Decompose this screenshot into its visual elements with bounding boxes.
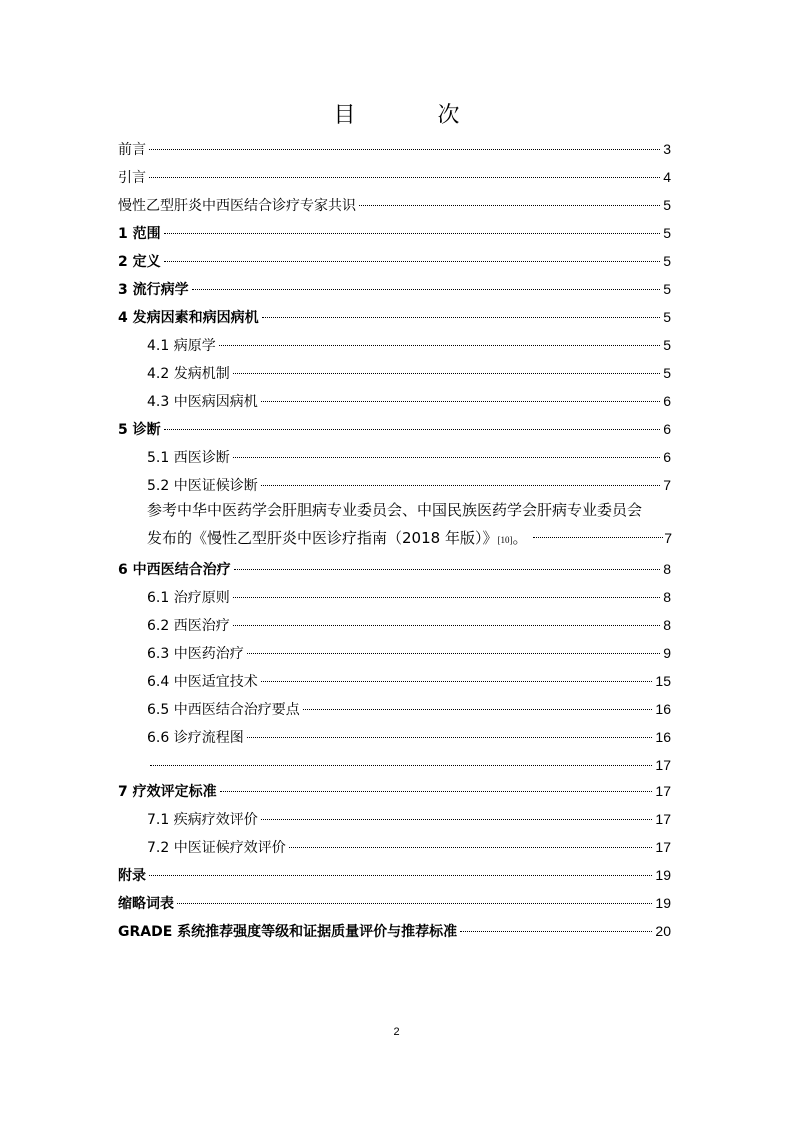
toc-entry-page: 5 — [663, 225, 671, 241]
toc-entry-label: 6.4 中医适宜技术 — [147, 674, 258, 690]
page-title: 目 次 — [333, 103, 490, 128]
toc-entry-label: 前言 — [118, 142, 146, 158]
toc-entry-page: 6 — [663, 421, 671, 437]
toc-entry-page: 15 — [655, 673, 671, 689]
toc-entry-label: 4.2 发病机制 — [147, 366, 230, 382]
toc-entry-treatment-principles[interactable] — [147, 586, 671, 608]
toc-entry-integrated-key-points[interactable] — [147, 698, 671, 720]
toc-entry-pathogen[interactable] — [147, 334, 671, 356]
toc-entry-page: 8 — [663, 561, 671, 577]
toc-entry-page: 16 — [655, 729, 671, 745]
toc-entry-page: 7 — [664, 530, 672, 546]
toc-entry-efficacy-criteria[interactable] — [118, 780, 671, 802]
toc-entry-label: 7.2 中医证候疗效评价 — [147, 840, 286, 856]
dot-leader — [150, 765, 652, 766]
toc-reference-paragraph[interactable] — [147, 496, 672, 554]
dot-leader — [261, 681, 653, 682]
toc-entry-label: 附录 — [118, 868, 146, 884]
dot-leader — [460, 931, 652, 932]
toc-entry-integrated-treatment[interactable] — [118, 558, 671, 580]
dot-leader — [289, 847, 653, 848]
toc-entry-abbreviations[interactable] — [118, 892, 671, 914]
dot-leader — [533, 537, 663, 538]
toc-entry-label: 6 中西医结合治疗 — [118, 562, 231, 578]
toc-entry-page: 5 — [663, 281, 671, 297]
toc-entry-disease-efficacy[interactable] — [147, 808, 671, 830]
toc-entry-page: 5 — [663, 309, 671, 325]
dot-leader — [234, 569, 661, 570]
toc-entry-label: 6.6 诊疗流程图 — [147, 730, 244, 746]
toc-entry-page: 17 — [655, 811, 671, 827]
toc-entry-pathogenesis[interactable] — [147, 362, 671, 384]
dot-leader — [303, 709, 653, 710]
dot-leader — [164, 233, 661, 234]
toc-entry-label: 6.1 治疗原则 — [147, 590, 230, 606]
toc-entry-label: 7 疗效评定标准 — [118, 784, 217, 800]
paragraph-line-1: 参考中华中医药学会肝胆病专业委员会、中国民族医药学会肝病专业委员会 — [147, 501, 643, 519]
toc-entry-label: 7.1 疾病疗效评价 — [147, 812, 258, 828]
citation-reference: [10] — [497, 535, 513, 545]
toc-entry-page: 8 — [663, 617, 671, 633]
toc-entry-tcm-treatment[interactable] — [147, 642, 671, 664]
toc-entry-label: 慢性乙型肝炎中西医结合诊疗专家共识 — [118, 198, 356, 214]
toc-entry-label: 5.2 中医证候诊断 — [147, 478, 258, 494]
toc-entry-page: 17 — [655, 839, 671, 855]
toc-entry-etiology[interactable] — [118, 306, 671, 328]
toc-entry-page: 17 — [655, 783, 671, 799]
toc-entry-western-treatment[interactable] — [147, 614, 671, 636]
toc-entry-page: 19 — [655, 867, 671, 883]
toc-entry-page: 5 — [663, 337, 671, 353]
toc-entry-page: 6 — [663, 449, 671, 465]
toc-entry-scope[interactable] — [118, 222, 671, 244]
toc-entry-page: 17 — [655, 757, 671, 773]
toc-entry-tcm-etiology[interactable] — [147, 390, 671, 412]
toc-entry-label: 6.5 中西医结合治疗要点 — [147, 702, 300, 718]
dot-leader — [149, 177, 660, 178]
toc-entry-tcm-techniques[interactable] — [147, 670, 671, 692]
toc-entry-label: 2 定义 — [118, 254, 161, 270]
toc-entry-unlabeled[interactable] — [147, 754, 671, 776]
toc-entry-page: 4 — [663, 169, 671, 185]
dot-leader — [261, 401, 660, 402]
toc-entry-western-diagnosis[interactable] — [147, 446, 671, 468]
dot-leader — [164, 429, 661, 430]
toc-entry-label: 5.1 西医诊断 — [147, 450, 230, 466]
toc-entry-page: 16 — [655, 701, 671, 717]
toc-entry-page: 5 — [663, 365, 671, 381]
toc-entry-label: GRADE 系统推荐强度等级和证据质量评价与推荐标准 — [118, 924, 458, 940]
toc-entry-page: 3 — [663, 141, 671, 157]
toc-entry-diagnosis[interactable] — [118, 418, 671, 440]
page-number: 2 — [393, 1026, 400, 1038]
toc-entry-page: 5 — [663, 197, 671, 213]
toc-entry-preface[interactable] — [118, 138, 671, 160]
toc-entry-page: 5 — [663, 253, 671, 269]
dot-leader — [219, 345, 660, 346]
toc-entry-label: 1 范围 — [118, 226, 161, 242]
dot-leader — [233, 625, 660, 626]
dot-leader — [359, 205, 660, 206]
toc-entry-page: 8 — [663, 589, 671, 605]
paragraph-line-2-text: 发布的《慢性乙型肝炎中医诊疗指南（2018 年版）》 — [147, 529, 498, 547]
toc-entry-page: 7 — [663, 477, 671, 493]
toc-entry-label: 引言 — [118, 170, 146, 186]
dot-leader — [247, 653, 660, 654]
toc-entry-label: 6.2 西医治疗 — [147, 618, 230, 634]
toc-entry-epidemiology[interactable] — [118, 278, 671, 300]
toc-entry-label: 4.1 病原学 — [147, 338, 216, 354]
toc-entry-introduction[interactable] — [118, 166, 671, 188]
dot-leader — [220, 791, 653, 792]
dot-leader — [261, 485, 660, 486]
paragraph-line-2 — [147, 524, 672, 554]
dot-leader — [149, 149, 660, 150]
dot-leader — [233, 597, 660, 598]
dot-leader — [149, 875, 652, 876]
dot-leader — [164, 261, 661, 262]
toc-entry-definition[interactable] — [118, 250, 671, 272]
toc-entry-label: 4 发病因素和病因病机 — [118, 310, 259, 326]
toc-entry-grade[interactable] — [118, 920, 671, 942]
dot-leader — [247, 737, 653, 738]
dot-leader — [262, 317, 661, 318]
dot-leader — [261, 819, 653, 820]
toc-entry-label: 3 流行病学 — [118, 282, 189, 298]
toc-entry-label: 4.3 中医病因病机 — [147, 394, 258, 410]
toc-entry-flowchart[interactable] — [147, 726, 671, 748]
dot-leader — [192, 289, 661, 290]
dot-leader — [177, 903, 652, 904]
dot-leader — [233, 373, 660, 374]
toc-entry-tcm-syndrome-diagnosis[interactable] — [147, 474, 671, 496]
toc-entry-syndrome-efficacy[interactable] — [147, 836, 671, 858]
dot-leader — [233, 457, 660, 458]
toc-entry-label: 6.3 中医药治疗 — [147, 646, 244, 662]
toc-entry-page: 9 — [663, 645, 671, 661]
toc-entry-page: 19 — [655, 895, 671, 911]
toc-entry-appendix[interactable] — [118, 864, 671, 886]
toc-entry-label: 5 诊断 — [118, 422, 161, 438]
toc-entry-label: 缩略词表 — [118, 896, 174, 912]
paragraph-line-2-tail: 。 — [512, 529, 528, 547]
toc-entry-page: 20 — [655, 923, 671, 939]
toc-entry-page: 6 — [663, 393, 671, 409]
toc-entry-consensus[interactable] — [118, 194, 671, 216]
